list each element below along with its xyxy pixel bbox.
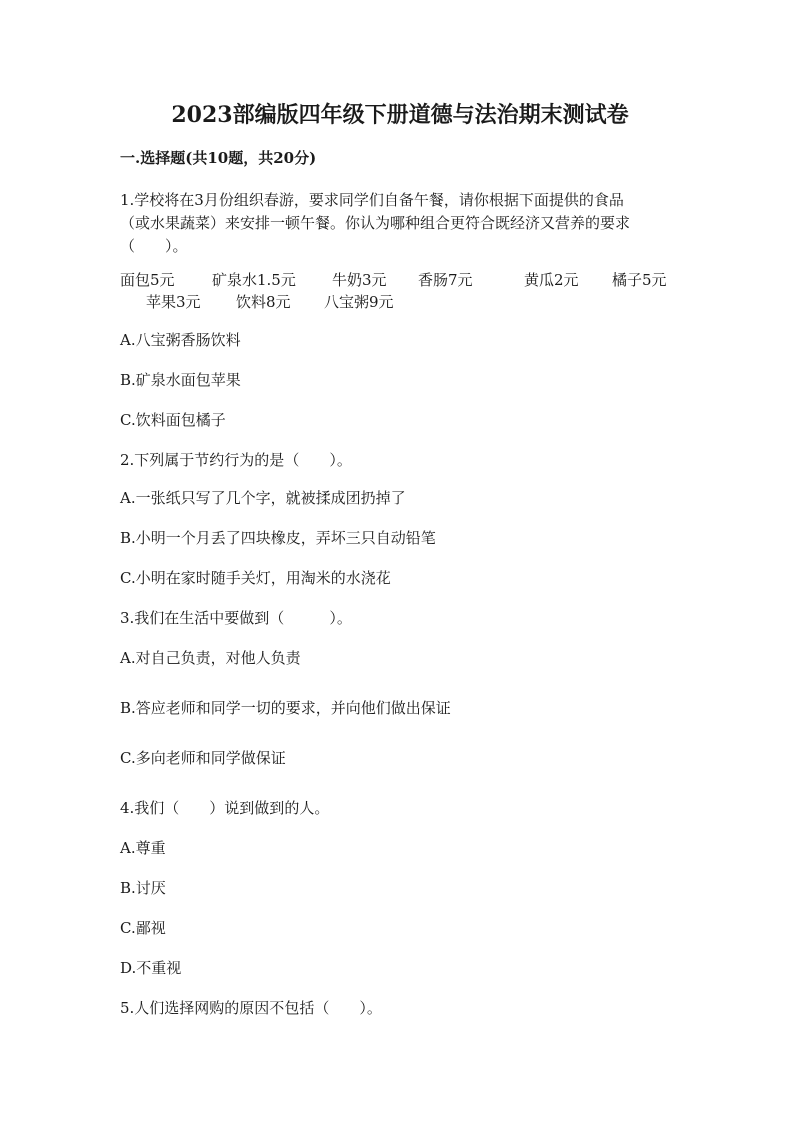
- food-item: 黄瓜2元: [524, 271, 579, 289]
- page-title: 2023部编版四年级下册道德与法治期末测试卷: [171, 102, 629, 128]
- q3-option-a: A.对自己负责，对他人负责: [120, 649, 301, 667]
- q2-option-b: B.小明一个月丢了四块橡皮，弄坏三只自动铅笔: [120, 529, 436, 547]
- q4-option-c: C.鄙视: [120, 919, 166, 937]
- q1-option-b: B.矿泉水面包苹果: [120, 371, 241, 389]
- food-item: 香肠7元: [418, 271, 473, 289]
- q4-option-b: B.讨厌: [120, 879, 166, 897]
- q3-text: 3.我们在生活中要做到（ ）。: [120, 609, 352, 627]
- q5-text: 5.人们选择网购的原因不包括（ ）。: [120, 999, 382, 1017]
- q2-text: 2.下列属于节约行为的是（ ）。: [120, 451, 352, 469]
- food-item: 饮料8元: [236, 293, 291, 311]
- food-item: 橘子5元: [612, 271, 667, 289]
- q2-option-c: C.小明在家时随手关灯，用淘米的水浇花: [120, 569, 391, 587]
- q1-line-2: （或水果蔬菜）来安排一顿午餐。你认为哪种组合更符合既经济又营养的要求: [120, 214, 631, 232]
- food-item: 面包5元: [120, 271, 175, 289]
- q3-option-c: C.多向老师和同学做保证: [120, 749, 286, 767]
- q4-option-a: A.尊重: [120, 839, 166, 857]
- q4-text: 4.我们（ ）说到做到的人。: [120, 799, 330, 817]
- q2-option-a: A.一张纸只写了几个字，就被揉成团扔掉了: [120, 489, 406, 507]
- section-heading: 一.选择题(共10题，共20分): [120, 149, 317, 167]
- q4-option-d: D.不重视: [120, 959, 182, 977]
- food-item: 苹果3元: [146, 293, 201, 311]
- q1-option-a: A.八宝粥香肠饮料: [120, 331, 241, 349]
- food-item: 矿泉水1.5元: [212, 271, 296, 289]
- food-item: 八宝粥9元: [324, 293, 394, 311]
- q1-line-1: 1.学校将在3月份组织春游，要求同学们自备午餐，请你根据下面提供的食品: [120, 191, 624, 209]
- q1-line-3: （ ）。: [120, 237, 188, 255]
- q1-option-c: C.饮料面包橘子: [120, 411, 226, 429]
- food-item: 牛奶3元: [332, 271, 387, 289]
- q3-option-b: B.答应老师和同学一切的要求，并向他们做出保证: [120, 699, 451, 717]
